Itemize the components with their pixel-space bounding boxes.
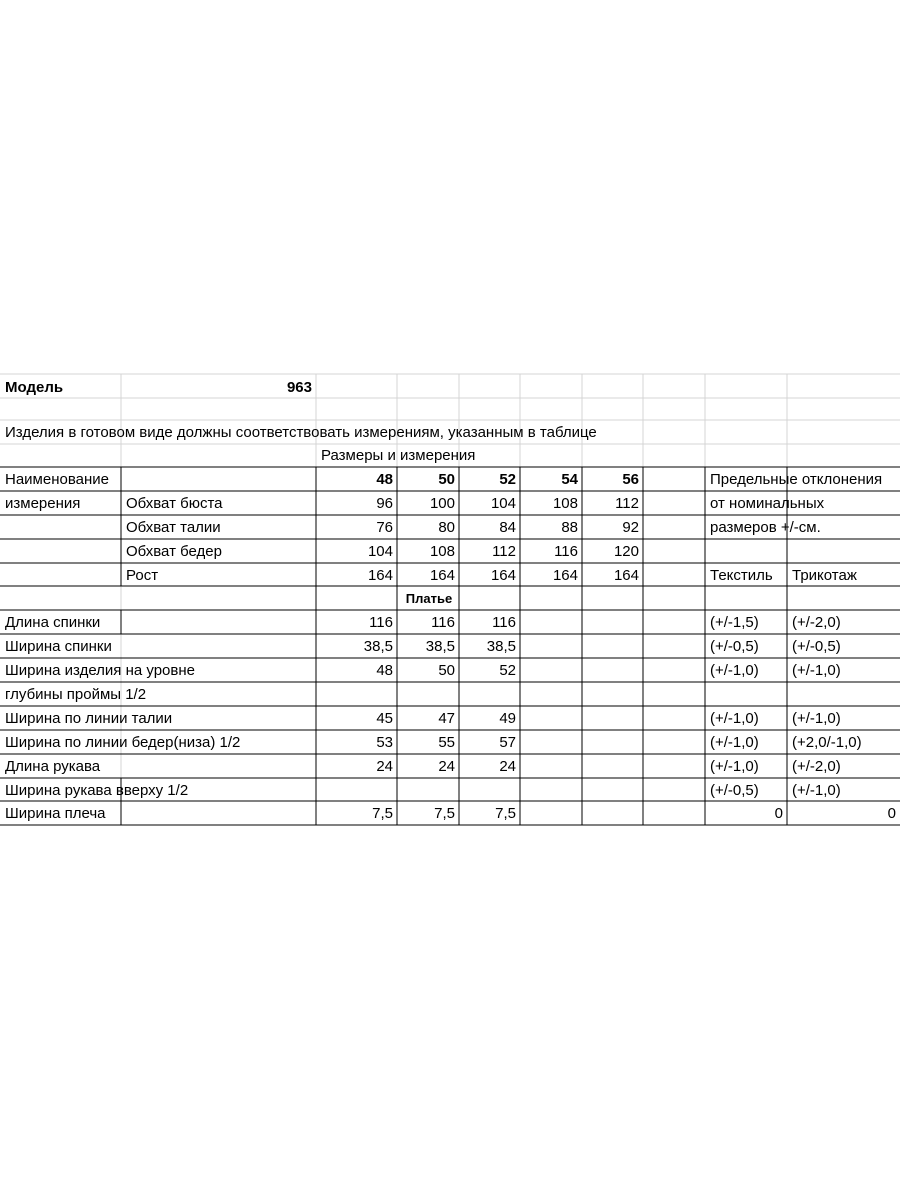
product-measure-value <box>582 802 643 826</box>
body-measure-name: Рост <box>126 567 159 584</box>
product-measure-value: 38,5 <box>425 638 455 655</box>
product-measure-name: Ширина рукава вверху 1/2 <box>5 782 189 799</box>
tolerance-textile-value: (+/-1,5) <box>710 614 759 631</box>
product-measure-value <box>520 683 582 707</box>
body-measure-value: 112 <box>492 543 516 560</box>
product-measure-value <box>520 611 582 635</box>
product-measure-name: Длина рукава <box>5 758 101 775</box>
size-header: 52 <box>499 471 516 488</box>
body-measure-value: 112 <box>615 495 639 512</box>
body-measure-value: 108 <box>429 543 455 560</box>
product-measure-value: 38,5 <box>363 638 393 655</box>
product-measure-value <box>582 611 643 635</box>
body-measure-value: 100 <box>429 495 455 512</box>
body-measure-value: 92 <box>622 519 639 536</box>
product-measure-value <box>520 802 582 826</box>
product-measure-value: 116 <box>369 614 393 631</box>
product-measure-value <box>316 683 397 707</box>
tolerance-knit-value: (+/-0,5) <box>792 638 841 655</box>
product-measure-value: 48 <box>376 662 393 679</box>
name-header: Наименование <box>5 471 109 488</box>
product-measure-value: 55 <box>438 734 455 751</box>
product-measure-value <box>582 731 643 755</box>
tolerance-knit-value: 0 <box>887 805 896 822</box>
product-measure-value: 49 <box>499 710 516 727</box>
product-measure-value <box>582 683 643 707</box>
body-measure-value: 88 <box>561 519 578 536</box>
product-measure-value <box>520 731 582 755</box>
product-measure-value <box>582 779 643 803</box>
product-measure-value <box>520 755 582 779</box>
product-measure-name: Длина спинки <box>5 614 101 631</box>
tolerance-textile-value: (+/-0,5) <box>710 638 759 655</box>
size-header: 56 <box>622 471 639 488</box>
body-measure-value: 164 <box>429 567 455 584</box>
tolerance-knit-value: (+/-2,0) <box>792 614 841 631</box>
product-measure-value <box>316 779 397 803</box>
body-measure-name: Обхват талии <box>126 519 221 536</box>
product-measure-value: 7,5 <box>495 805 516 822</box>
product-measure-value <box>397 683 459 707</box>
size-header: 50 <box>438 471 455 488</box>
name-header: измерения <box>5 495 81 512</box>
body-measure-value: 76 <box>376 519 393 536</box>
product-measure-value: 7,5 <box>372 805 393 822</box>
body-measure-value: 116 <box>554 543 578 560</box>
tolerance-textile-value: (+/-1,0) <box>710 662 759 679</box>
tolerance-textile-value: (+/-1,0) <box>710 758 759 775</box>
body-measure-value: 164 <box>367 567 393 584</box>
size-header: 54 <box>561 471 578 488</box>
product-measure-value <box>397 779 459 803</box>
product-measure-value: 50 <box>438 662 455 679</box>
body-measure-value: 96 <box>376 495 393 512</box>
body-measure-value: 104 <box>367 543 393 560</box>
product-measure-value <box>582 635 643 659</box>
product-measure-value <box>520 707 582 731</box>
tolerance-header: от номинальных <box>710 495 825 512</box>
product-measure-value: 38,5 <box>486 638 516 655</box>
body-measure-value: 108 <box>552 495 578 512</box>
body-measure-value: 120 <box>613 543 639 560</box>
body-measure-name: Обхват бюста <box>126 495 223 512</box>
model-label: Модель <box>5 379 64 396</box>
tolerance-textile-value: (+/-0,5) <box>710 782 759 799</box>
size-header: 48 <box>376 471 393 488</box>
tolerance-knit-value <box>787 683 900 707</box>
body-measure-value: 104 <box>490 495 516 512</box>
product-measure-name: глубины проймы 1/2 <box>5 686 147 703</box>
product-measure-value: 24 <box>499 758 516 775</box>
body-measure-value: 164 <box>613 567 639 584</box>
product-measure-value <box>582 707 643 731</box>
tolerance-knit-value: (+/-2,0) <box>792 758 841 775</box>
tolerance-col-textile: Текстиль <box>710 567 773 584</box>
sizes-header: Размеры и измерения <box>321 447 476 464</box>
product-measure-name: Ширина изделия на уровне <box>5 662 195 679</box>
product-title: Платье <box>405 591 453 606</box>
model-number: 963 <box>286 379 312 396</box>
tolerance-knit-value: (+/-1,0) <box>792 782 841 799</box>
tolerance-textile-value: 0 <box>774 805 783 822</box>
body-measure-name: Обхват бедер <box>126 543 222 560</box>
product-measure-name: Ширина по линии бедер(низа) 1/2 <box>5 734 241 751</box>
product-measure-value: 57 <box>499 734 516 751</box>
product-measure-value: 24 <box>376 758 393 775</box>
body-measure-value: 84 <box>499 519 516 536</box>
product-measure-value: 7,5 <box>434 805 455 822</box>
product-measure-value <box>459 683 520 707</box>
tolerance-header: размеров +/-см. <box>710 519 821 536</box>
product-measure-value <box>459 779 520 803</box>
product-measure-value: 116 <box>492 614 516 631</box>
product-measure-value: 47 <box>438 710 455 727</box>
tolerance-textile-value: (+/-1,0) <box>710 710 759 727</box>
tolerance-knit-value: (+2,0/-1,0) <box>792 734 862 751</box>
tolerance-textile-value: (+/-1,0) <box>710 734 759 751</box>
product-measure-value <box>520 659 582 683</box>
product-measure-name: Ширина по линии талии <box>5 710 173 727</box>
tolerance-knit-value: (+/-1,0) <box>792 662 841 679</box>
product-measure-value: 52 <box>499 662 516 679</box>
product-measure-value <box>582 755 643 779</box>
product-measure-value: 45 <box>376 710 393 727</box>
note-text: Изделия в готовом виде должны соответствовать измерениям, указанным в таблице <box>5 424 597 441</box>
product-measure-value <box>520 635 582 659</box>
tolerance-textile-value <box>705 683 787 707</box>
body-measure-value: 80 <box>438 519 455 536</box>
body-measure-value: 164 <box>552 567 578 584</box>
product-measure-value <box>520 779 582 803</box>
product-measure-value <box>582 659 643 683</box>
tolerance-knit-value: (+/-1,0) <box>792 710 841 727</box>
product-measure-name: Ширина плеча <box>5 805 106 822</box>
product-measure-value: 116 <box>431 614 455 631</box>
product-measure-value: 24 <box>438 758 455 775</box>
product-measure-name: Ширина спинки <box>5 638 112 655</box>
body-measure-value: 164 <box>490 567 516 584</box>
tolerance-col-knit: Трикотаж <box>792 567 857 584</box>
product-measure-value: 53 <box>376 734 393 751</box>
tolerance-header: Предельные отклонения <box>710 471 883 488</box>
